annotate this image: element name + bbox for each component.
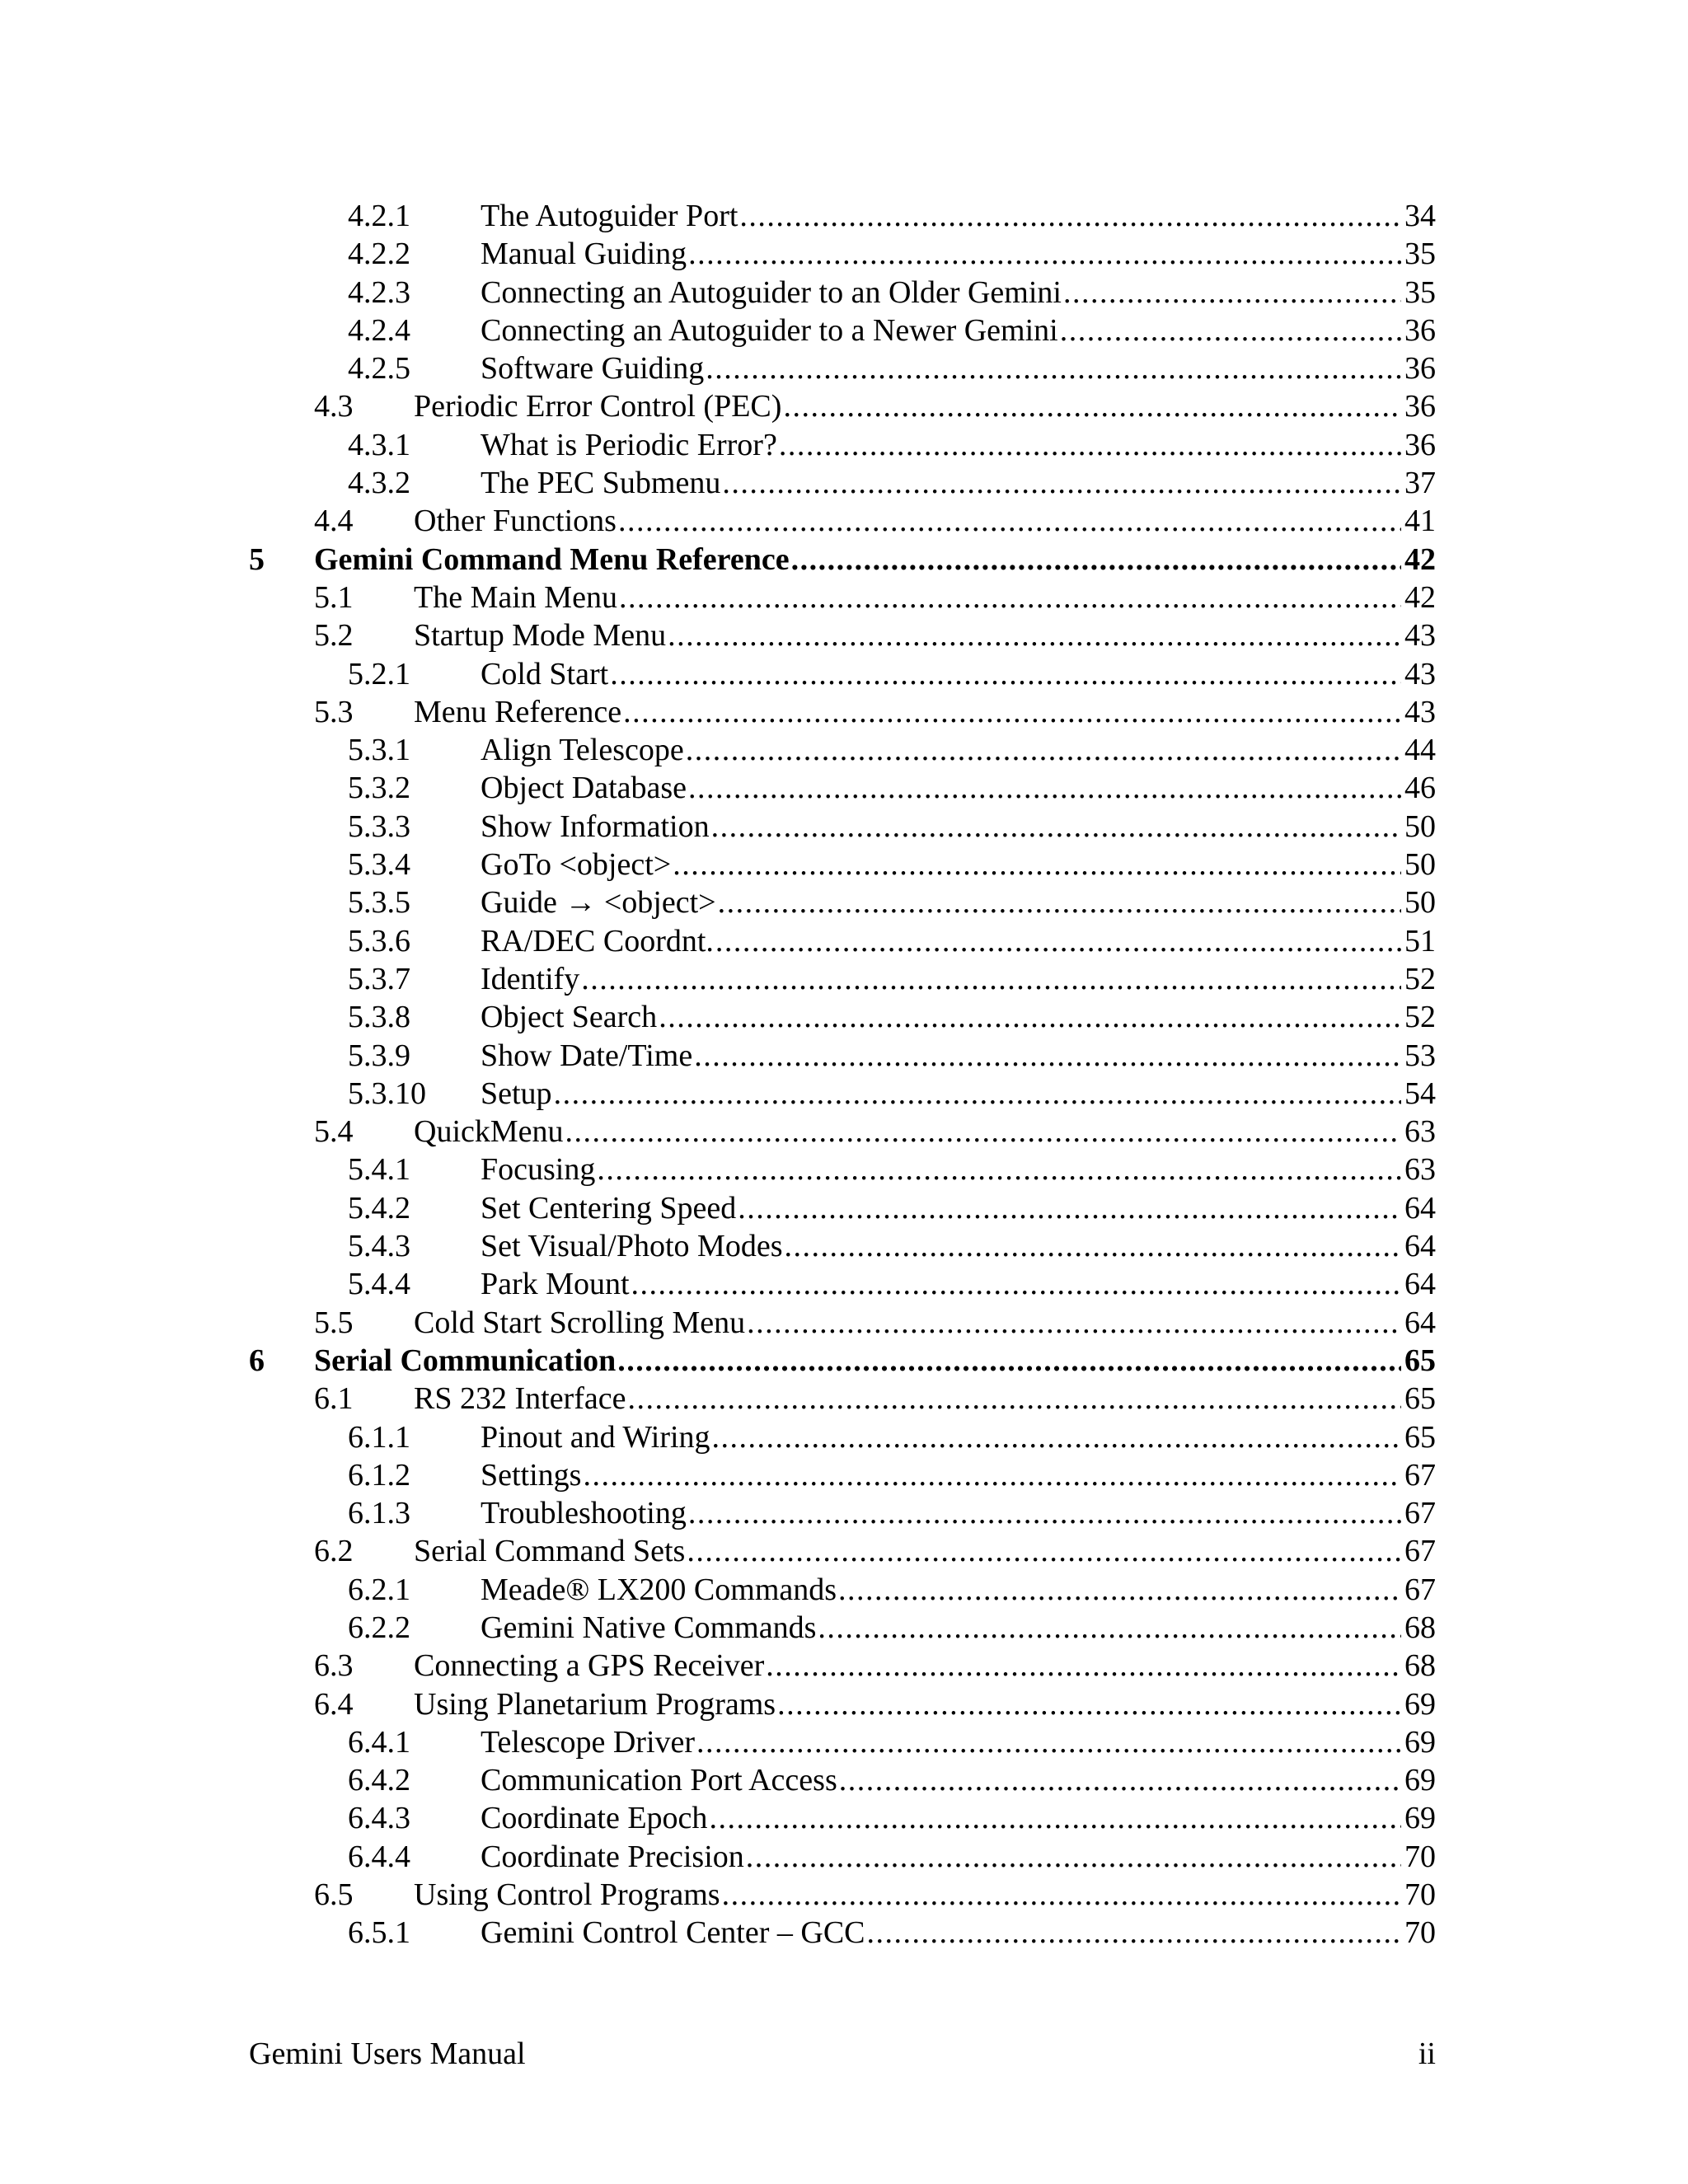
toc-page-number[interactable]: 52 bbox=[1404, 1000, 1436, 1035]
toc-section-number: 5.5 bbox=[314, 1305, 354, 1340]
toc-dot-leader bbox=[619, 579, 1401, 616]
toc-dot-leader bbox=[706, 349, 1401, 387]
toc-section-title[interactable]: Serial Command Sets bbox=[414, 1534, 686, 1569]
table-of-contents bbox=[249, 197, 1436, 1952]
toc-section-title[interactable]: Software Guiding bbox=[481, 351, 705, 387]
toc-dot-leader bbox=[668, 616, 1401, 654]
toc-section-title[interactable]: Set Centering Speed bbox=[481, 1190, 737, 1226]
toc-page-number[interactable]: 65 bbox=[1404, 1381, 1436, 1417]
toc-section-title[interactable]: Other Functions bbox=[414, 504, 617, 539]
toc-page-number[interactable]: 34 bbox=[1404, 199, 1436, 233]
toc-page-number[interactable]: 68 bbox=[1404, 1648, 1436, 1684]
toc-section-number: 6.2.2 bbox=[348, 1610, 410, 1645]
toc-dot-leader bbox=[783, 387, 1401, 425]
toc-section-number: 5.3.9 bbox=[348, 1038, 410, 1073]
toc-section-title[interactable]: Connecting an Autoguider to an Older Gemini bbox=[481, 274, 1062, 310]
toc-section-title[interactable]: Object Search bbox=[481, 1000, 658, 1035]
toc-dot-leader bbox=[673, 846, 1401, 883]
toc-page-number[interactable]: 50 bbox=[1404, 847, 1436, 883]
toc-dot-leader bbox=[867, 1914, 1401, 1952]
toc-dot-leader bbox=[739, 197, 1401, 235]
toc-section-number: 6 bbox=[249, 1343, 265, 1378]
toc-page-number[interactable]: 52 bbox=[1404, 961, 1436, 996]
toc-entry[interactable] bbox=[249, 1227, 1436, 1265]
toc-section-title[interactable]: Align Telescope bbox=[481, 733, 684, 768]
toc-page-number[interactable]: 68 bbox=[1404, 1610, 1436, 1645]
toc-section-title[interactable]: Using Control Programs bbox=[414, 1877, 720, 1913]
toc-section-title[interactable]: Pinout and Wiring bbox=[481, 1419, 710, 1455]
toc-entry[interactable] bbox=[249, 693, 1436, 731]
toc-entry[interactable] bbox=[249, 1723, 1436, 1761]
toc-entry[interactable] bbox=[249, 1532, 1436, 1570]
toc-dot-leader bbox=[839, 1761, 1401, 1799]
toc-section-number: 4.4 bbox=[314, 504, 354, 539]
toc-section-title[interactable]: Gemini Control Center – GCC bbox=[481, 1915, 865, 1951]
toc-entry[interactable] bbox=[249, 922, 1436, 960]
toc-entry[interactable] bbox=[249, 960, 1436, 998]
toc-page-number[interactable]: 70 bbox=[1404, 1915, 1436, 1951]
toc-dot-leader bbox=[838, 1571, 1401, 1609]
toc-entry[interactable] bbox=[249, 274, 1436, 312]
toc-section-number: 5.4.4 bbox=[348, 1267, 410, 1302]
toc-section-title[interactable]: Periodic Error Control (PEC) bbox=[414, 389, 782, 424]
toc-section-title[interactable]: Gemini Native Commands bbox=[481, 1610, 817, 1645]
toc-page-number[interactable]: 35 bbox=[1404, 237, 1436, 272]
toc-section-number: 5.3.6 bbox=[348, 923, 410, 958]
toc-section-title[interactable]: Settings bbox=[481, 1457, 582, 1493]
toc-dot-leader bbox=[818, 1609, 1401, 1647]
toc-page-number[interactable]: 65 bbox=[1404, 1419, 1436, 1455]
toc-page-number[interactable]: 64 bbox=[1404, 1267, 1436, 1302]
toc-dot-leader bbox=[659, 998, 1401, 1036]
toc-section-title[interactable]: Show Date/Time bbox=[481, 1038, 693, 1073]
toc-entry[interactable] bbox=[249, 1037, 1436, 1075]
toc-section-number: 6.2.1 bbox=[348, 1572, 410, 1607]
toc-page-number[interactable]: 36 bbox=[1404, 427, 1436, 462]
toc-section-number: 4.2.3 bbox=[348, 274, 410, 310]
toc-section-number: 5.3.3 bbox=[348, 808, 410, 844]
toc-section-title[interactable]: Set Visual/Photo Modes bbox=[481, 1229, 783, 1264]
toc-section-number: 5.2.1 bbox=[348, 656, 410, 691]
toc-entry[interactable] bbox=[249, 426, 1436, 464]
toc-entry[interactable] bbox=[249, 1342, 1436, 1380]
toc-section-title[interactable]: Cold Start bbox=[481, 656, 609, 691]
toc-page-number[interactable]: 53 bbox=[1404, 1038, 1436, 1073]
toc-entry[interactable] bbox=[249, 846, 1436, 883]
toc-entry[interactable] bbox=[249, 502, 1436, 540]
toc-entry[interactable] bbox=[249, 1761, 1436, 1799]
toc-section-number: 5.3.2 bbox=[348, 771, 410, 806]
toc-section-number: 5.4 bbox=[314, 1114, 354, 1150]
toc-entry[interactable] bbox=[249, 1456, 1436, 1494]
toc-dot-leader bbox=[711, 808, 1401, 846]
toc-page-number[interactable]: 50 bbox=[1404, 808, 1436, 844]
toc-page-number[interactable]: 67 bbox=[1404, 1534, 1436, 1569]
toc-dot-leader bbox=[766, 1647, 1401, 1685]
toc-entry[interactable] bbox=[249, 1799, 1436, 1837]
toc-entry[interactable] bbox=[249, 312, 1436, 349]
toc-entry[interactable] bbox=[249, 1609, 1436, 1647]
toc-page-number[interactable]: 65 bbox=[1404, 1343, 1436, 1378]
toc-section-number: 5.3.7 bbox=[348, 961, 410, 996]
toc-page-number[interactable]: 67 bbox=[1404, 1572, 1436, 1607]
toc-dot-leader bbox=[709, 1799, 1401, 1837]
toc-entry[interactable] bbox=[249, 1838, 1436, 1876]
toc-entry[interactable] bbox=[249, 464, 1436, 502]
toc-entry[interactable] bbox=[249, 349, 1436, 387]
toc-section-number: 4.2.2 bbox=[348, 237, 410, 272]
toc-page-number[interactable]: 43 bbox=[1404, 694, 1436, 729]
toc-section-number: 4.2.4 bbox=[348, 312, 410, 348]
toc-section-number: 4.3.1 bbox=[348, 427, 410, 462]
toc-dot-leader bbox=[686, 731, 1401, 769]
toc-section-number: 6.1 bbox=[314, 1381, 354, 1417]
toc-entry[interactable] bbox=[249, 731, 1436, 769]
toc-section-number: 6.1.3 bbox=[348, 1496, 410, 1531]
toc-entry[interactable] bbox=[249, 808, 1436, 846]
toc-entry[interactable] bbox=[249, 616, 1436, 654]
toc-page-number[interactable]: 35 bbox=[1404, 274, 1436, 310]
toc-dot-leader bbox=[722, 1876, 1401, 1914]
toc-page-number[interactable]: 69 bbox=[1404, 1763, 1436, 1798]
toc-section-title[interactable]: Setup bbox=[481, 1076, 552, 1111]
toc-page-number[interactable]: 64 bbox=[1404, 1190, 1436, 1226]
toc-section-number: 6.4.1 bbox=[348, 1724, 410, 1760]
toc-dot-leader bbox=[631, 1265, 1402, 1303]
toc-section-number: 5.1 bbox=[314, 579, 354, 615]
toc-section-title[interactable]: Park Mount bbox=[481, 1267, 630, 1302]
toc-section-number: 5.2 bbox=[314, 618, 354, 654]
toc-page-number[interactable]: 46 bbox=[1404, 771, 1436, 806]
toc-section-number: 4.2.1 bbox=[348, 199, 410, 233]
toc-entry[interactable] bbox=[249, 1075, 1436, 1113]
toc-section-title[interactable]: Connecting a GPS Receiver bbox=[414, 1648, 765, 1684]
toc-page-number[interactable]: 51 bbox=[1404, 923, 1436, 958]
toc-section-number: 5.3.10 bbox=[348, 1076, 426, 1111]
toc-section-title[interactable]: Troubleshooting bbox=[481, 1496, 687, 1531]
toc-section-title[interactable]: The Autoguider Port bbox=[481, 199, 738, 233]
toc-section-number: 5 bbox=[249, 541, 265, 577]
toc-page-number[interactable]: 63 bbox=[1404, 1152, 1436, 1188]
toc-section-title[interactable]: Show Information bbox=[481, 808, 710, 844]
toc-section-title[interactable]: Connecting an Autoguider to a Newer Gemini bbox=[481, 312, 1058, 348]
toc-entry[interactable] bbox=[249, 1189, 1436, 1227]
toc-dot-leader bbox=[688, 235, 1401, 273]
toc-entry[interactable] bbox=[249, 1571, 1436, 1609]
toc-dot-leader bbox=[696, 1723, 1401, 1761]
toc-dot-leader bbox=[565, 1113, 1401, 1151]
toc-entry[interactable] bbox=[249, 1418, 1436, 1456]
toc-dot-leader bbox=[1063, 274, 1401, 312]
toc-section-title[interactable]: Coordinate Epoch bbox=[481, 1801, 708, 1836]
toc-page-number[interactable]: 36 bbox=[1404, 312, 1436, 348]
toc-section-number: 6.1.1 bbox=[348, 1419, 410, 1455]
toc-dot-leader bbox=[777, 1685, 1401, 1723]
toc-section-number: 4.3.2 bbox=[348, 466, 410, 501]
toc-page-number[interactable]: 41 bbox=[1404, 504, 1436, 539]
toc-section-number: 5.3.1 bbox=[348, 733, 410, 768]
toc-page-number[interactable]: 69 bbox=[1404, 1724, 1436, 1760]
toc-page-number[interactable]: 37 bbox=[1404, 466, 1436, 501]
toc-dot-leader bbox=[1060, 312, 1401, 349]
toc-section-title[interactable]: Menu Reference bbox=[414, 694, 622, 729]
toc-section-title[interactable]: Using Planetarium Programs bbox=[414, 1686, 776, 1722]
toc-section-number: 5.4.3 bbox=[348, 1229, 410, 1264]
toc-page-number[interactable]: 42 bbox=[1404, 579, 1436, 615]
toc-dot-leader bbox=[738, 1189, 1401, 1227]
toc-dot-leader bbox=[583, 1456, 1401, 1494]
toc-section-title[interactable]: What is Periodic Error? bbox=[481, 427, 777, 462]
toc-page-number[interactable]: 67 bbox=[1404, 1457, 1436, 1493]
toc-page-number[interactable]: 64 bbox=[1404, 1305, 1436, 1340]
toc-section-title[interactable]: RS 232 Interface bbox=[414, 1381, 626, 1417]
toc-section-number: 6.5.1 bbox=[348, 1915, 410, 1951]
toc-page-number[interactable]: 43 bbox=[1404, 618, 1436, 654]
toc-dot-leader bbox=[610, 655, 1401, 693]
toc-section-title[interactable]: Manual Guiding bbox=[481, 237, 687, 272]
toc-entry[interactable] bbox=[249, 1304, 1436, 1342]
toc-dot-leader bbox=[747, 1304, 1401, 1342]
toc-dot-leader bbox=[627, 1380, 1401, 1418]
toc-dot-leader bbox=[618, 502, 1401, 540]
toc-page-number[interactable]: 36 bbox=[1404, 351, 1436, 387]
toc-section-number: 6.3 bbox=[314, 1648, 354, 1684]
toc-section-title[interactable]: Object Database bbox=[481, 771, 687, 806]
toc-entry[interactable] bbox=[249, 1151, 1436, 1188]
toc-section-title[interactable]: RA/DEC Coordnt. bbox=[481, 923, 714, 958]
footer-document-title: Gemini Users Manual bbox=[249, 2036, 526, 2071]
toc-section-title[interactable]: GoTo <object> bbox=[481, 847, 672, 883]
toc-section-number: 4.3 bbox=[314, 389, 354, 424]
footer-page-number: ii bbox=[1418, 2036, 1436, 2071]
toc-dot-leader bbox=[694, 1037, 1401, 1075]
toc-dot-leader bbox=[617, 1342, 1401, 1380]
toc-section-number: 6.4.2 bbox=[348, 1763, 410, 1798]
toc-dot-leader bbox=[779, 426, 1401, 464]
toc-dot-leader bbox=[712, 1418, 1401, 1456]
toc-dot-leader bbox=[687, 1532, 1401, 1570]
toc-section-number: 6.4 bbox=[314, 1686, 354, 1722]
toc-entry[interactable] bbox=[249, 1113, 1436, 1151]
toc-section-number: 5.3.8 bbox=[348, 1000, 410, 1035]
toc-dot-leader bbox=[688, 1494, 1401, 1532]
toc-section-number: 6.1.2 bbox=[348, 1457, 410, 1493]
toc-dot-leader bbox=[746, 1838, 1401, 1876]
toc-entry[interactable] bbox=[249, 579, 1436, 616]
toc-dot-leader bbox=[623, 693, 1401, 731]
toc-page-number[interactable]: 50 bbox=[1404, 885, 1436, 921]
toc-entry[interactable] bbox=[249, 1380, 1436, 1418]
toc-page-number[interactable]: 36 bbox=[1404, 389, 1436, 424]
toc-entry[interactable] bbox=[249, 1914, 1436, 1952]
toc-section-title[interactable]: Coordinate Precision bbox=[481, 1839, 744, 1874]
toc-dot-leader bbox=[791, 541, 1401, 579]
toc-section-number: 4.2.5 bbox=[348, 351, 410, 387]
toc-dot-leader bbox=[581, 960, 1401, 998]
toc-section-title[interactable]: Meade® LX200 Commands bbox=[481, 1572, 837, 1607]
toc-page-number[interactable]: 42 bbox=[1404, 541, 1436, 577]
toc-entry[interactable] bbox=[249, 883, 1436, 921]
toc-page-number[interactable]: 70 bbox=[1404, 1839, 1436, 1874]
toc-entry[interactable] bbox=[249, 541, 1436, 579]
toc-entry[interactable] bbox=[249, 387, 1436, 425]
toc-section-number: 5.4.1 bbox=[348, 1152, 410, 1188]
page-footer bbox=[249, 2036, 1436, 2077]
toc-entry[interactable] bbox=[249, 1685, 1436, 1723]
toc-page-number[interactable]: 64 bbox=[1404, 1229, 1436, 1264]
toc-section-title[interactable]: Communication Port Access bbox=[481, 1763, 837, 1798]
toc-entry[interactable] bbox=[249, 998, 1436, 1036]
toc-section-title[interactable]: Focusing bbox=[481, 1152, 596, 1188]
toc-page-number[interactable]: 70 bbox=[1404, 1877, 1436, 1913]
toc-section-title[interactable]: Telescope Driver bbox=[481, 1724, 696, 1760]
toc-entry[interactable] bbox=[249, 655, 1436, 693]
toc-entry[interactable] bbox=[249, 197, 1436, 235]
toc-page-number[interactable]: 43 bbox=[1404, 656, 1436, 691]
toc-section-title[interactable]: Gemini Command Menu Reference bbox=[314, 541, 790, 577]
toc-entry[interactable] bbox=[249, 1494, 1436, 1532]
toc-section-number: 6.4.3 bbox=[348, 1801, 410, 1836]
toc-entry[interactable] bbox=[249, 1265, 1436, 1303]
toc-section-title[interactable]: Identify bbox=[481, 961, 580, 996]
toc-section-number: 5.3 bbox=[314, 694, 354, 729]
toc-dot-leader bbox=[688, 769, 1401, 807]
toc-entry[interactable] bbox=[249, 1876, 1436, 1914]
toc-section-number: 6.4.4 bbox=[348, 1839, 410, 1874]
toc-entry[interactable] bbox=[249, 235, 1436, 273]
toc-page-number[interactable]: 54 bbox=[1404, 1076, 1436, 1111]
toc-section-title[interactable]: The Main Menu bbox=[414, 579, 617, 615]
toc-section-title[interactable]: Startup Mode Menu bbox=[414, 618, 667, 654]
toc-dot-leader bbox=[718, 883, 1401, 921]
toc-dot-leader bbox=[554, 1075, 1401, 1113]
toc-entry[interactable] bbox=[249, 1647, 1436, 1685]
toc-section-number: 5.3.5 bbox=[348, 885, 410, 921]
toc-dot-leader bbox=[597, 1151, 1401, 1188]
toc-section-number: 5.3.4 bbox=[348, 847, 410, 883]
toc-section-number: 6.2 bbox=[314, 1534, 354, 1569]
toc-dot-leader bbox=[785, 1227, 1402, 1265]
toc-section-title[interactable]: Guide → <object> bbox=[481, 885, 716, 921]
toc-section-title[interactable]: Cold Start Scrolling Menu bbox=[414, 1305, 746, 1340]
toc-page-number[interactable]: 69 bbox=[1404, 1801, 1436, 1836]
toc-page-number[interactable]: 63 bbox=[1404, 1114, 1436, 1150]
toc-entry[interactable] bbox=[249, 769, 1436, 807]
toc-dot-leader bbox=[722, 464, 1401, 502]
toc-section-title[interactable]: The PEC Submenu bbox=[481, 466, 721, 501]
toc-section-title[interactable]: Serial Communication bbox=[314, 1343, 617, 1378]
toc-section-number: 5.4.2 bbox=[348, 1190, 410, 1226]
toc-dot-leader bbox=[715, 922, 1401, 960]
toc-section-title[interactable]: QuickMenu bbox=[414, 1114, 564, 1150]
toc-section-number: 6.5 bbox=[314, 1877, 354, 1913]
toc-page-number[interactable]: 69 bbox=[1404, 1686, 1436, 1722]
toc-page-number[interactable]: 67 bbox=[1404, 1496, 1436, 1531]
toc-page-number[interactable]: 44 bbox=[1404, 733, 1436, 768]
